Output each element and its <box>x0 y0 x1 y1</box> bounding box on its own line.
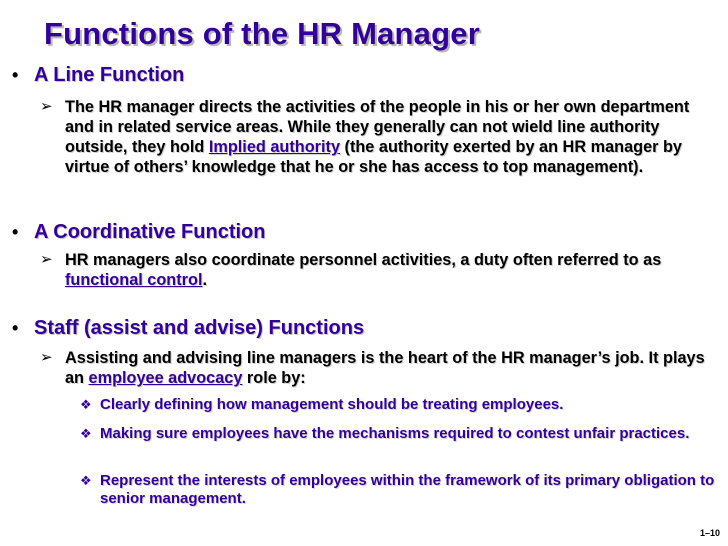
slide-number: 1–10 <box>699 528 720 538</box>
section-heading-text: A Coordinative Function <box>34 221 266 243</box>
link-functional-control[interactable]: functional control <box>65 271 203 289</box>
bullet-icon: • <box>12 222 19 242</box>
paragraph-staff-functions <box>40 348 720 388</box>
list-item: ❖ Making sure employees have the mechanisms required to contest unfair practices. <box>80 425 690 442</box>
link-employee-advocacy[interactable]: employee advocacy <box>88 369 243 387</box>
section-heading-staff-functions <box>12 317 364 340</box>
arrow-bullet-icon: ➢ <box>40 98 53 115</box>
section-heading-text: Staff (assist and advise) Functions <box>34 317 365 339</box>
paragraph-line-function <box>40 97 720 177</box>
paragraph-coordinative-function <box>40 250 720 290</box>
section-heading-line-function <box>12 64 184 87</box>
paragraph-text: The HR manager directs the activities of the people in his or her own department and in related service areas. While they generally can not wield line authority outside, they hold Implied authority (the authority exerted by an HR manager by virtue of others’ knowledge that he or she has access to top management). <box>65 98 690 176</box>
arrow-bullet-icon: ➢ <box>40 251 53 268</box>
diamond-bullet-icon: ❖ <box>80 397 92 412</box>
bullet-icon: • <box>12 318 19 338</box>
link-implied-authority[interactable]: Implied authority <box>208 138 340 156</box>
list-item: ❖ Represent the interests of employees within the framework of its primary obligation to senior management. <box>80 472 715 507</box>
list-item: ❖ Clearly defining how management should be treating employees. <box>80 396 564 413</box>
section-heading-text: A Line Function <box>34 64 185 86</box>
bullet-icon: • <box>12 65 19 85</box>
section-heading-coordinative-function <box>12 221 265 244</box>
arrow-bullet-icon: ➢ <box>40 349 53 366</box>
paragraph-text: Assisting and advising line managers is the heart of the HR manager’s job. It plays an employee advocacy role by: <box>65 349 705 387</box>
diamond-bullet-icon: ❖ <box>80 473 92 488</box>
paragraph-text: HR managers also coordinate personnel activities, a duty often referred to as functional control. <box>65 251 662 289</box>
slide-title: Functions of the HR Manager <box>44 16 480 51</box>
diamond-bullet-icon: ❖ <box>80 426 92 441</box>
